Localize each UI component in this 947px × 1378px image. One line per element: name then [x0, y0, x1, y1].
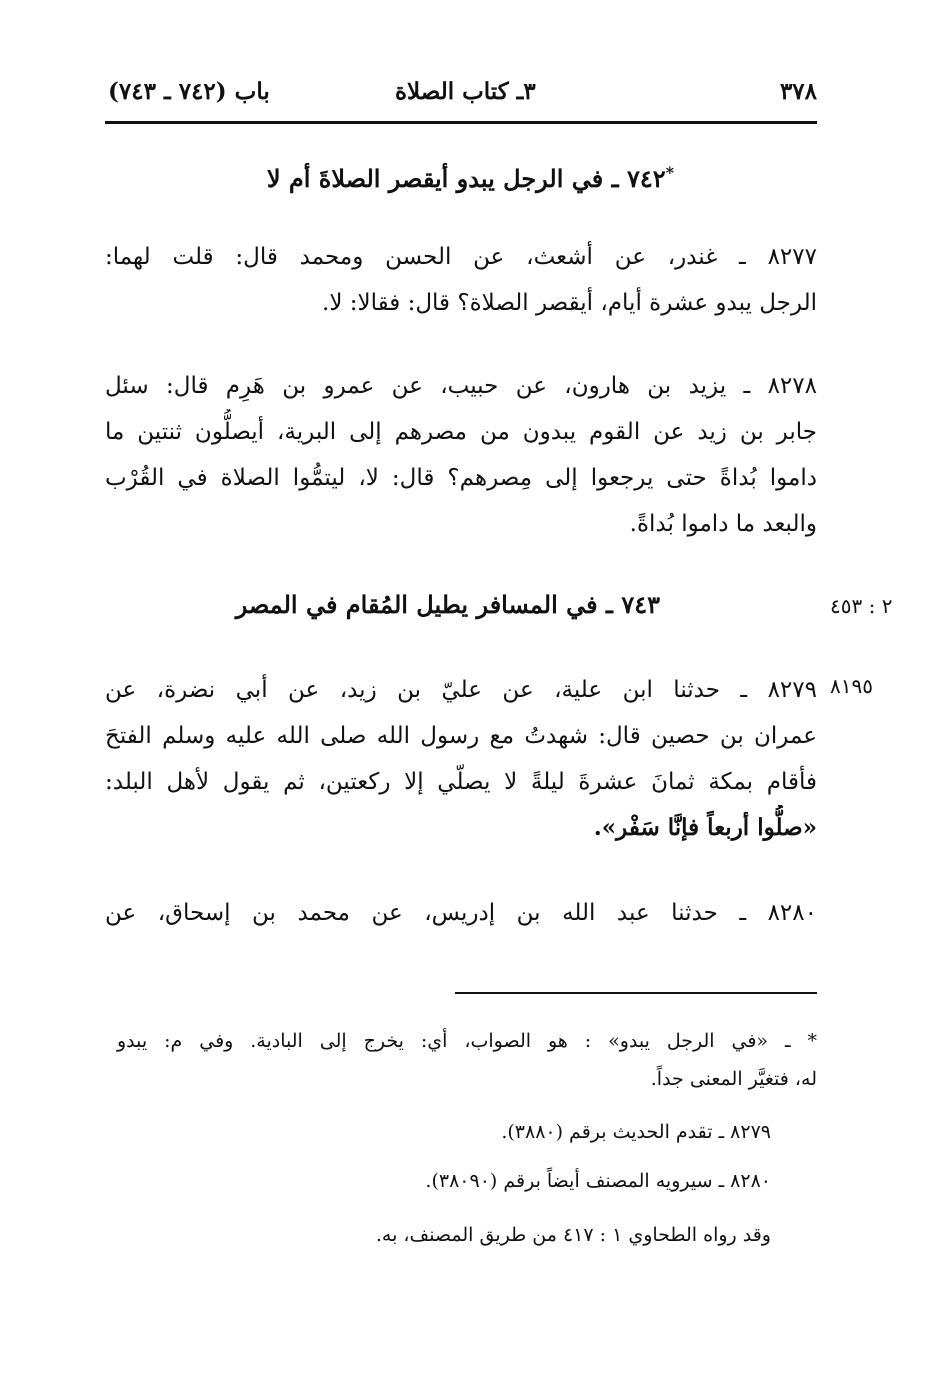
hadith-8277: [105, 234, 817, 326]
footnote-star: *: [665, 163, 674, 182]
section-heading-742-text: ٧٤٢ ـ في الرجل يبدو أيقصر الصلاةَ أم لا: [266, 164, 666, 193]
hadith-8278-line-3: داموا بُداةً حتى يرجعوا إلى مِصرهم؟ قال: لا، ليتمُّوا الصلاة في القُرْب: [105, 465, 817, 491]
hadith-8279-line-2: عمران بن حصين قال: شهدتُ مع رسول الله صلى الله عليه وسلم الفتحَ: [105, 723, 817, 749]
hadith-8277-line-2: الرجل يبدو عشرة أيام، أيقصر الصلاة؟ قال: فقالا: لا.: [322, 290, 817, 316]
hadith-8278-line-4: والبعد ما داموا بُداةً.: [629, 511, 817, 537]
hadith-8278: [105, 363, 817, 547]
chapter-range: باب (٧٤٢ ـ ٧٤٣): [108, 78, 270, 105]
footnote-8279: ٨٢٧٩ ـ تقدم الحديث برقم (٣٨٨٠).: [501, 1121, 771, 1143]
hadith-8278-line-1: ٨٢٧٨ ـ يزيد بن هارون، عن حبيب، عن عمرو بن هَرِم قال: سئل: [105, 373, 817, 399]
hadith-8280: [105, 890, 817, 936]
section-heading-743: ٧٤٣ ـ في المسافر يطيل المُقام في المصر: [235, 590, 660, 619]
hadith-8279: [105, 667, 817, 851]
section-heading-742: [267, 163, 674, 193]
book-title: ٣ـ كتاب الصلاة: [395, 78, 536, 105]
hadith-8280-line-1: ٨٢٨٠ ـ حدثنا عبد الله بن إدريس، عن محمد بن إسحاق، عن: [105, 900, 817, 926]
margin-reference-volume-page: ٢ : ٤٥٣: [830, 594, 893, 618]
footnote-star-line-2: له، فتغيَّر المعنى جداً.: [650, 1068, 817, 1090]
footnote-tahawi: وقد رواه الطحاوي ١ : ٤١٧ من طريق المصنف، به.: [375, 1224, 771, 1246]
footnote-rule: [455, 992, 817, 994]
margin-reference-hadith-number: ٨١٩٥: [830, 674, 873, 698]
footnote-star-note: [117, 1022, 817, 1098]
hadith-8278-line-2: جابر بن زيد عن القوم يبدون من مصرهم إلى البرية، أيصلُّون ثنتين ما: [105, 419, 817, 445]
footnote-star-line-1: * ـ «في الرجل يبدو» : هو الصواب، أي: يخرج إلى البادية. وفي م: يبدو: [117, 1030, 817, 1052]
hadith-8279-line-4: «صلُّوا أربعاً فإنَّا سَفْر».: [593, 814, 817, 841]
hadith-8279-line-1: ٨٢٧٩ ـ حدثنا ابن علية، عن عليّ بن زيد، عن أبي نضرة، عن: [105, 677, 817, 703]
page-number: ٣٧٨: [779, 78, 817, 105]
footnote-8280: ٨٢٨٠ ـ سيرويه المصنف أيضاً برقم (٣٨٠٩٠).: [425, 1170, 771, 1192]
hadith-8277-line-1: ٨٢٧٧ ـ غندر، عن أشعث، عن الحسن ومحمد قال: قلت لهما:: [105, 244, 817, 270]
header-rule: [105, 121, 817, 124]
hadith-8279-line-3: فأقام بمكة ثمانَ عشرةَ ليلةً لا يصلّي إلا ركعتين، ثم يقول لأهل البلد:: [105, 769, 817, 795]
